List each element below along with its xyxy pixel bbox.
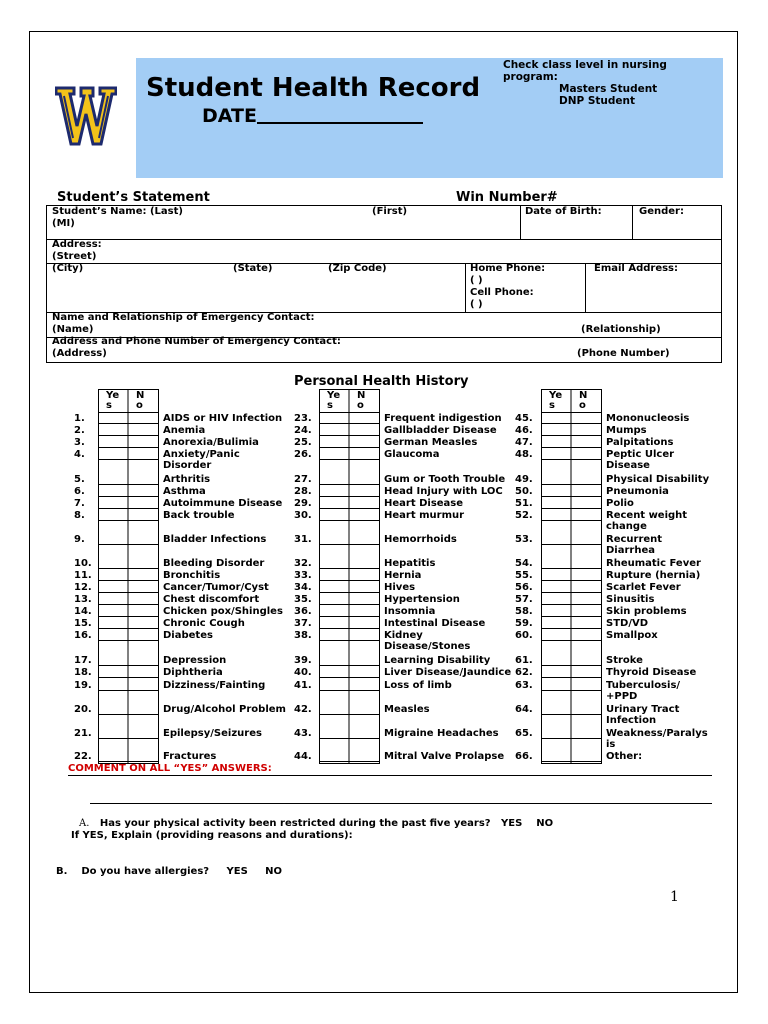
condition-number: 28. (294, 486, 312, 497)
condition-name: Dizziness/Fainting (163, 680, 266, 691)
condition-name: Hernia (384, 570, 422, 581)
condition-number: 58. (515, 606, 533, 617)
gender-label: Gender: (639, 206, 684, 217)
condition-number: 3. (74, 437, 85, 448)
condition-number: 42. (294, 704, 312, 715)
condition-name: Migraine Headaches (384, 728, 499, 739)
students-statement-heading: Student’s Statement (57, 190, 210, 205)
condition-number: 10. (74, 558, 92, 569)
condition-number: 12. (74, 582, 92, 593)
condition-name: Kidney Disease/Stones (384, 630, 471, 652)
dob-label: Date of Birth: (525, 206, 602, 217)
condition-number: 13. (74, 594, 92, 605)
condition-name: Back trouble (163, 510, 235, 521)
no-header: N o (136, 390, 145, 411)
condition-number: 59. (515, 618, 533, 629)
yes-no-grid[interactable] (541, 389, 603, 765)
condition-name: Intestinal Disease (384, 618, 486, 629)
condition-number: 63. (515, 680, 533, 691)
condition-name: Anemia (163, 425, 206, 436)
condition-name: Gum or Tooth Trouble (384, 474, 506, 485)
condition-number: 27. (294, 474, 312, 485)
condition-number: 65. (515, 728, 533, 739)
condition-name: Palpitations (606, 437, 674, 448)
class-level-title: Check class level in nursing program: (503, 59, 667, 83)
condition-number: 22. (74, 751, 92, 762)
question-b-text: Do you have allergies? YES NO (81, 866, 283, 877)
personal-health-history-heading: Personal Health History (294, 374, 469, 389)
condition-number: 55. (515, 570, 533, 581)
condition-name: Autoimmune Disease (163, 498, 283, 509)
condition-number: 7. (74, 498, 85, 509)
condition-name: Chicken pox/Shingles (163, 606, 283, 617)
condition-number: 41. (294, 680, 312, 691)
question-a-text: Has your physical activity been restricted during the past five years? YES NO (99, 818, 554, 829)
condition-number: 20. (74, 704, 92, 715)
condition-name: Chronic Cough (163, 618, 245, 629)
condition-name: Weakness/Paralys is (606, 728, 708, 750)
condition-name: Liver Disease/Jaundice (384, 667, 512, 678)
condition-name: Pneumonia (606, 486, 669, 497)
condition-name: STD/VD (606, 618, 649, 629)
condition-name: Hepatitis (384, 558, 436, 569)
question-a-explain: If YES, Explain (providing reasons and durations): (71, 830, 353, 841)
condition-number: 57. (515, 594, 533, 605)
condition-number: 37. (294, 618, 312, 629)
condition-name: Tuberculosis/ +PPD (606, 680, 681, 702)
condition-number: 35. (294, 594, 312, 605)
question-a-marker: A. (79, 818, 90, 829)
cell-phone-label: Cell Phone: (470, 287, 534, 298)
condition-name: Mumps (606, 425, 647, 436)
condition-name: Fractures (163, 751, 217, 762)
condition-name: Bladder Infections (163, 534, 267, 545)
condition-number: 44. (294, 751, 312, 762)
condition-name: Diphtheria (163, 667, 223, 678)
name-last-label: Student’s Name: (Last) (52, 206, 183, 217)
condition-number: 39. (294, 655, 312, 666)
condition-number: 52. (515, 510, 533, 521)
condition-number: 43. (294, 728, 312, 739)
condition-number: 5. (74, 474, 85, 485)
condition-name: Head Injury with LOC (384, 486, 503, 497)
condition-number: 2. (74, 425, 85, 436)
question-b-marker: B. (56, 866, 68, 877)
condition-name: Frequent indigestion (384, 413, 502, 424)
condition-number: 29. (294, 498, 312, 509)
condition-number: 34. (294, 582, 312, 593)
yes-header: Ye s (106, 390, 120, 411)
condition-name: Scarlet Fever (606, 582, 681, 593)
condition-name: Physical Disability (606, 474, 710, 485)
relationship-label: (Relationship) (581, 324, 661, 335)
yes-no-grid[interactable] (319, 389, 381, 765)
condition-number: 45. (515, 413, 533, 424)
emergency-address-label: Address and Phone Number of Emergency Contact: (52, 336, 341, 347)
condition-number: 15. (74, 618, 92, 629)
emergency-contact-label: Name and Relationship of Emergency Contact: (52, 312, 315, 323)
condition-number: 48. (515, 449, 533, 460)
condition-name: Gallbladder Disease (384, 425, 497, 436)
condition-name: Asthma (163, 486, 206, 497)
condition-name: Glaucoma (384, 449, 440, 460)
date-blank[interactable] (257, 104, 423, 124)
condition-name: Arthritis (163, 474, 211, 485)
win-number-label: Win Number# (456, 190, 558, 205)
zip-label: (Zip Code) (328, 263, 387, 274)
condition-number: 17. (74, 655, 92, 666)
condition-name: Anorexia/Bulimia (163, 437, 259, 448)
condition-number: 50. (515, 486, 533, 497)
condition-number: 23. (294, 413, 312, 424)
condition-name: Sinusitis (606, 594, 655, 605)
condition-name: Polio (606, 498, 634, 509)
condition-name: German Measles (384, 437, 478, 448)
condition-number: 14. (74, 606, 92, 617)
home-phone-label: Home Phone: (470, 263, 546, 274)
condition-number: 8. (74, 510, 85, 521)
condition-number: 40. (294, 667, 312, 678)
condition-name: Rheumatic Fever (606, 558, 701, 569)
condition-number: 49. (515, 474, 533, 485)
name-first-label: (First) (372, 206, 408, 217)
condition-number: 38. (294, 630, 312, 641)
condition-number: 51. (515, 498, 533, 509)
condition-name: Learning Disability (384, 655, 491, 666)
condition-number: 64. (515, 704, 533, 715)
condition-number: 4. (74, 449, 85, 460)
condition-number: 32. (294, 558, 312, 569)
condition-name: Bronchitis (163, 570, 221, 581)
date-label: DATE (202, 105, 257, 127)
condition-number: 62. (515, 667, 533, 678)
level-masters[interactable]: Masters Student (559, 83, 658, 95)
condition-number: 31. (294, 534, 312, 545)
condition-number: 16. (74, 630, 92, 641)
condition-name: Depression (163, 655, 227, 666)
condition-number: 30. (294, 510, 312, 521)
condition-number: 33. (294, 570, 312, 581)
city-label: (City) (52, 263, 84, 274)
no-header: N o (357, 390, 366, 411)
condition-name: Peptic Ulcer Disease (606, 449, 675, 471)
condition-number: 11. (74, 570, 92, 581)
condition-number: 60. (515, 630, 533, 641)
condition-number: 9. (74, 534, 85, 545)
condition-name: Heart Disease (384, 498, 464, 509)
address-label: Address: (52, 239, 102, 250)
condition-number: 53. (515, 534, 533, 545)
home-phone-paren: ( ) (470, 275, 483, 286)
condition-name: Stroke (606, 655, 643, 666)
condition-number: 66. (515, 751, 533, 762)
condition-name: Anxiety/Panic Disorder (163, 449, 240, 471)
condition-name: Loss of limb (384, 680, 452, 691)
yes-header: Ye s (549, 390, 563, 411)
condition-name: Hypertension (384, 594, 460, 605)
page-title: Student Health Record (146, 73, 481, 103)
phone-number-label: (Phone Number) (577, 348, 670, 359)
condition-name: Smallpox (606, 630, 658, 641)
condition-name: Rupture (hernia) (606, 570, 701, 581)
question-a (71, 818, 554, 842)
page-number: 1 (670, 889, 679, 905)
condition-name: Drug/Alcohol Problem (163, 704, 286, 715)
comment-line-2[interactable] (90, 803, 712, 804)
condition-name: AIDS or HIV Infection (163, 413, 283, 424)
emergency-address-sub: (Address) (52, 348, 107, 359)
email-label: Email Address: (594, 263, 679, 274)
cell-phone-paren: ( ) (470, 299, 483, 310)
name-mi-label: (MI) (52, 218, 75, 229)
condition-name: Thyroid Disease (606, 667, 697, 678)
condition-name: Recurrent Diarrhea (606, 534, 663, 556)
condition-name: Heart murmur (384, 510, 465, 521)
condition-number: 21. (74, 728, 92, 739)
condition-name: Mitral Valve Prolapse (384, 751, 505, 762)
comment-line-1[interactable] (68, 775, 712, 776)
condition-name: Epilepsy/Seizures (163, 728, 262, 739)
yes-header: Ye s (327, 390, 341, 411)
condition-name: Bleeding Disorder (163, 558, 265, 569)
condition-number: 54. (515, 558, 533, 569)
condition-name: Diabetes (163, 630, 213, 641)
condition-number: 56. (515, 582, 533, 593)
condition-name: Measles (384, 704, 430, 715)
date-field[interactable] (202, 104, 423, 127)
condition-number: 6. (74, 486, 85, 497)
condition-number: 26. (294, 449, 312, 460)
condition-name: Chest discomfort (163, 594, 260, 605)
condition-number: 25. (294, 437, 312, 448)
condition-number: 19. (74, 680, 92, 691)
level-dnp[interactable]: DNP Student (559, 95, 636, 107)
condition-name: Hives (384, 582, 416, 593)
condition-number: 47. (515, 437, 533, 448)
emergency-name-label: (Name) (52, 324, 94, 335)
state-label: (State) (233, 263, 273, 274)
class-level-check (503, 59, 668, 107)
condition-number: 46. (515, 425, 533, 436)
condition-name: Other: (606, 751, 643, 762)
condition-number: 61. (515, 655, 533, 666)
comment-instruction: COMMENT ON ALL “YES” ANSWERS: (68, 763, 272, 774)
yes-no-grid[interactable] (98, 389, 160, 765)
condition-name: Recent weight change (606, 510, 688, 532)
condition-name: Insomnia (384, 606, 436, 617)
no-header: N o (579, 390, 588, 411)
question-b (56, 866, 282, 877)
condition-name: Hemorrhoids (384, 534, 457, 545)
condition-name: Cancer/Tumor/Cyst (163, 582, 269, 593)
condition-name: Urinary Tract Infection (606, 704, 680, 726)
condition-number: 24. (294, 425, 312, 436)
condition-number: 18. (74, 667, 92, 678)
condition-name: Skin problems (606, 606, 687, 617)
street-label: (Street) (52, 251, 97, 262)
condition-name: Mononucleosis (606, 413, 690, 424)
condition-number: 1. (74, 413, 85, 424)
condition-number: 36. (294, 606, 312, 617)
university-w-logo (55, 82, 117, 148)
